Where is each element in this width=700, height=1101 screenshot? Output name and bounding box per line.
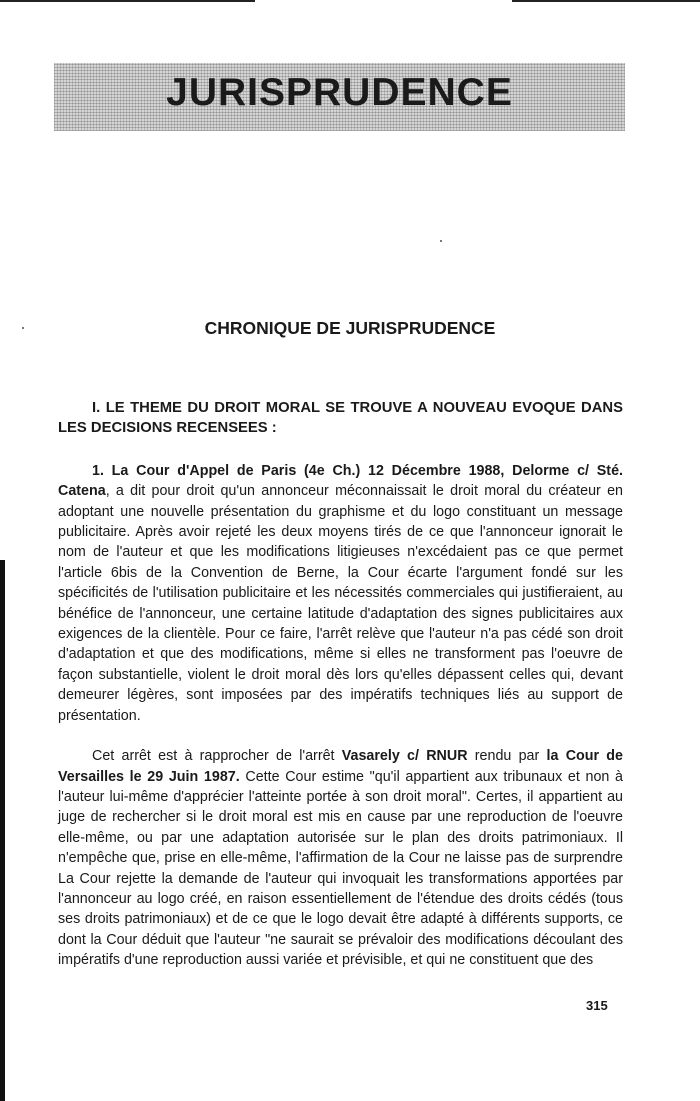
court-citation-versailles: la Cour de Versailles le 29 Juin 1987.: [58, 748, 623, 785]
chronique-title: CHRONIQUE DE JURISPRUDENCE: [204, 318, 496, 338]
scan-edge-shadow: [0, 560, 5, 1101]
top-rule-right: [512, 0, 700, 2]
header-banner: [54, 63, 625, 131]
section-heading: I. LE THEME DU DROIT MORAL SE TROUVE A NOUVEAU EVOQUE DANS LES DECISIONS RECENSEES :: [58, 400, 623, 437]
paragraph-1-text: , a dit pour droit qu'un annonceur méconnaissait le droit moral du créateur en adoptant une nouvelle présentation du graphisme et du logo constituant un message publicitaire. Après avoir rejeté les deux moyens tirés de ce que l'annonceur ignorait le nom de l'auteur et que les modifications litigieuses n'excédaient pas ce que permet l'article 6bis de la Convention de Berne, la Cour écarte l'argument fondé sur les spécificités de l'utilisation publicitaire et les nécessités commerciales qui justifieraient, au bénéfice de l'annonceur, une certaine latitude d'adaptation des signes publicitaires aux exigences de la clientèle. Pour ce faire, l'arrêt relève que l'auteur n'a pas cédé son droit d'adaptation et que des modifications, même si elles ne transforment pas l'oeuvre de façon substantielle, violent le droit moral dès lors qu'elles dépassent celles qui, devant demeurer légères, sont imposées par des impératifs techniques liés au support de présentation.: [58, 483, 623, 724]
paragraph-2-text-2: rendu par: [467, 748, 547, 765]
paragraph-2-text-3: Cette Cour estime "qu'il appartient aux tribunaux et non à l'auteur lui-même d'apprécier l'atteinte portée à son droit moral". Certes, il appartient au juge de rechercher si le droit moral est mis en cause par une reproduction de l'oeuvre elle-même, ou par une adaptation autorisée sur le plan des droits patrimoniaux. Il n'empêche que, prise en elle-même, l'affirmation de la Cour ne laisse pas de surprendre La Cour rejette la demande de l'auteur qui invoquait les transformations apportées par l'annonceur au logo créé, en raison essentiellement de l'étendue des droits cédés (tous ses droits patrimoniaux) et de ce que le logo devait être adapté à différents supports, ce dont la Cour déduit que l'auteur "ne saurait se prévaloir des modifications découlant des impératifs d'une reproduction aussi variée et prévisible, et qui ne constituent que des: [58, 768, 624, 969]
page-number: 315: [586, 998, 608, 1013]
paragraph-2-text-1: Cet arrêt est à rapprocher de l'arrêt: [92, 748, 342, 765]
article-body: [58, 398, 623, 971]
top-rule-left: [0, 0, 255, 2]
page-title: JURISPRUDENCE: [166, 71, 513, 114]
scan-speck: [440, 240, 442, 242]
paragraph-2: [58, 746, 623, 970]
case-citation-vasarely: Vasarely c/ RNUR: [341, 748, 468, 765]
case-citation: 1. La Cour d'Appel de Paris (4e Ch.) 12 Décembre 1988, Delorme c/ Sté. Catena: [58, 462, 623, 500]
paragraph-1: [58, 461, 623, 726]
